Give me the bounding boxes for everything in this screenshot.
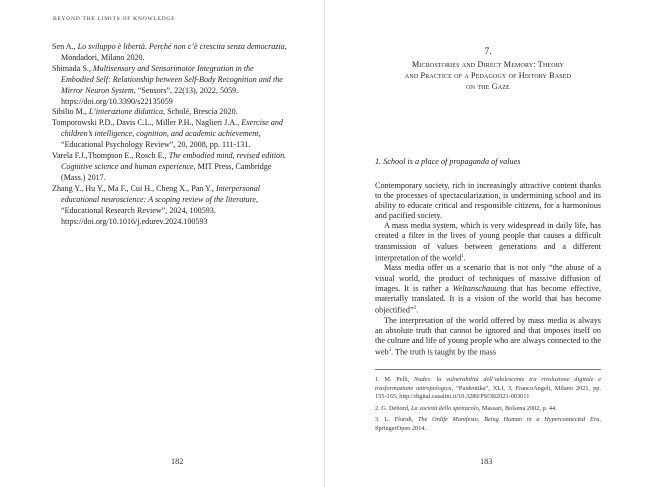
page-number: 182 [171, 457, 184, 466]
footnote: 1. M. Pelli, Nudes: la vulnerabilità dell’adolescente tra rivoluzione digitale e trasformazione antropologica, “Paideutika”, XLI, 3, FrancoAngeli, Milano 2021, pp. 155-165; http://digital.casalini.it/10.3280/PSOB2021-003011 [375, 376, 601, 401]
footnote-divider [375, 369, 601, 370]
section-heading: 1. School is a place of propaganda of values [375, 157, 521, 166]
chapter-title [375, 59, 601, 93]
reference-entry: Shimada S., Multisensory and Sensorimotor Integration in the Embodied Self: Relationship between Self-Body Recognition and the Mirror Neuron System, “Sensors”, 22(13), 2022, 5059. https://doi.org/10.3390/s22135059 [52, 63, 283, 106]
reference-list [52, 42, 288, 227]
footnotes [375, 376, 601, 437]
footnote-ref: 3 [388, 347, 392, 353]
reference-entry: Varela F.J.,Thompson E., Rosch E., The embodied mind, revised edition. Cognitive science and human experience, MIT Press, Cambridge (Mass.) 2017. [52, 151, 287, 182]
reference-entry: Sen A., Lo sviluppo è libertà. Perché non c’è crescita senza democrazia, Mondadori, Milano 2020. [52, 42, 287, 62]
body-text [375, 181, 601, 358]
reference-entry: Zhang Y., Hu Y., Ma F., Cui H., Cheng X., Pan Y., Interpersonal educational neuroscience: A scoping review of the literature, “Educational Research Review”, 2024, 100593. https://doi.org/10.1016/j.edurev.2024.100593 [52, 183, 260, 226]
reference-entry: Sibilio M., L’interazione didattica, Scholé, Brescia 2020. [52, 107, 238, 117]
chapter-heading [375, 47, 601, 93]
chapter-title-line: on the Gaze [466, 82, 510, 92]
page-number: 183 [480, 457, 493, 466]
footnote: 3. L. Floridi, The Onlife Manifesto, Being Human in a Hyperconnected Era, SpringerOpen 2014. [375, 416, 601, 432]
chapter-number: 7. [484, 47, 492, 57]
chapter-title-line: Microstories and Direct Memory: Theory [411, 60, 565, 69]
running-head: BEYOND THE LIMITS OF KNOWLEDGE [53, 16, 176, 22]
reference-entry: Tomporowski P.D., Davis C.L., Miller P.H., Naglieri J.A., Exercise and children’s intelligence, cognition, and academic achievement, “Educational Psychology Review”, 20, 2008, pp. 111-131. [52, 118, 283, 150]
paragraph: A mass media system, which is very widespread in daily life, has created a filter in the lives of young people that causes a difficult transmission of values between generations and a different interpretation of the world$^1$. [375, 221, 601, 263]
paragraph: The interpretation of the world offered by mass media is always an absolute truth that cannot be ignored and that imposes itself on the culture and life of young people who are always connected to the web$^3$. The truth is taught by the mass [375, 315, 601, 357]
paragraph: Contemporary society, rich in increasingly attractive content thanks to the processes of spectacularization, is undermining school and its ability to educate critical and responsible citizens, for a harmonious and pacified society. [375, 181, 601, 221]
chapter-title-line: and Practice of a Pedagogy of History Based [404, 71, 572, 81]
footnote: 2. G. Debord, La società dello spettacolo, Massari, Bolsena 2002, p. 44. [375, 404, 557, 412]
right-page [325, 0, 650, 487]
footnote-ref: 1 [461, 253, 464, 259]
paragraph: Mass media offer us a scenario that is not only “the abuse of a visual world, the product of techniques of massive diffusion of images. It is rather a Weltanschauung that has become effective, materially translated. It is a vision of the world that has become objectified”$^2$. [375, 263, 601, 315]
footnote-ref: 2 [413, 305, 417, 311]
